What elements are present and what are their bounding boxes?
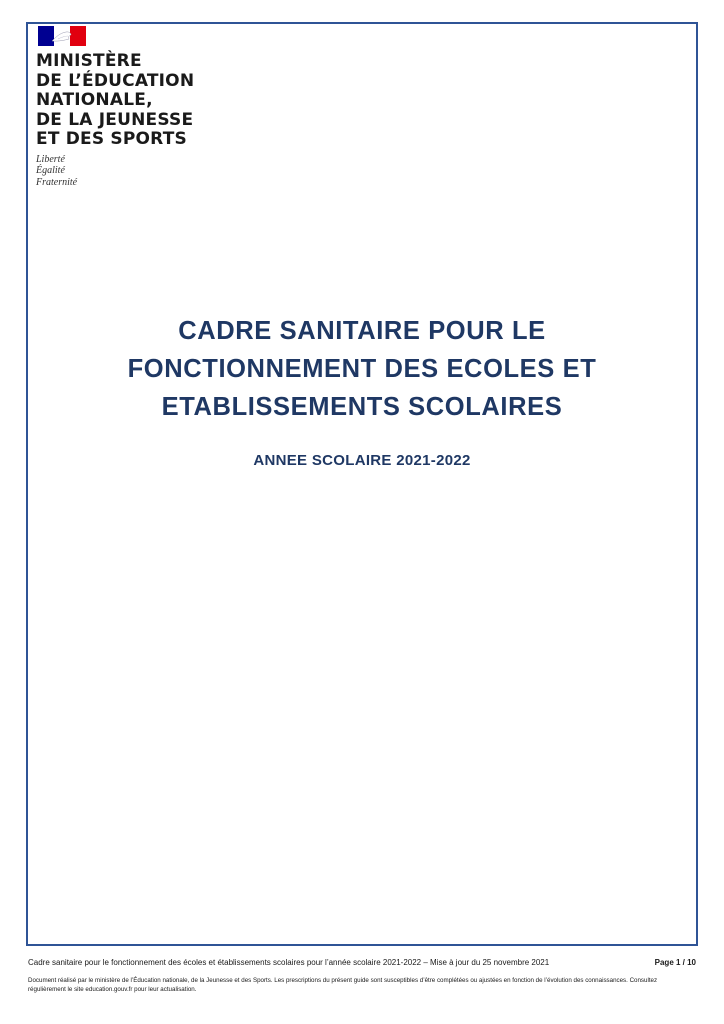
ministry-logo	[36, 26, 194, 188]
republic-motto	[36, 154, 194, 189]
ministry-name-line: ET DES SPORTS	[36, 129, 187, 149]
ministry-name-line: NATIONALE,	[36, 90, 153, 110]
ministry-name-line: DE L’ÉDUCATION	[36, 70, 195, 91]
document-subtitle: ANNEE SCOLAIRE 2021-2022	[253, 452, 471, 469]
footer-running-title: Cadre sanitaire pour le fonctionnement des écoles et établissements scolaires pour l’année scolaire 2021-2022 – Mise à jour du 25 novembre 2021	[28, 958, 550, 967]
footer-disclaimer: Document réalisé par le ministère de l’Éducation nationale, de la Jeunesse et des Sports. Les prescriptions du présent guide sont susceptibles d’être complétées ou ajustées en fonction de l’évolution des connaissances. Consultez régulièrement le site education.gouv.fr pour leur actualisation.	[28, 977, 658, 993]
ministry-name	[36, 52, 194, 150]
motto-line: Liberté	[36, 153, 65, 165]
title-line: FONCTIONNEMENT DES ECOLES ET	[127, 355, 597, 383]
ministry-name-line: MINISTÈRE	[36, 51, 142, 71]
marianne-flag-icon	[38, 26, 86, 46]
title-line: ETABLISSEMENTS SCOLAIRES	[161, 393, 563, 421]
title-line: CADRE SANITAIRE POUR LE	[178, 317, 546, 345]
page-number: Page 1 / 10	[654, 958, 696, 967]
motto-line: Égalité	[36, 165, 65, 176]
document-title	[40, 312, 684, 426]
motto-line: Fraternité	[36, 176, 78, 188]
ministry-name-line: DE LA JEUNESSE	[36, 109, 194, 130]
